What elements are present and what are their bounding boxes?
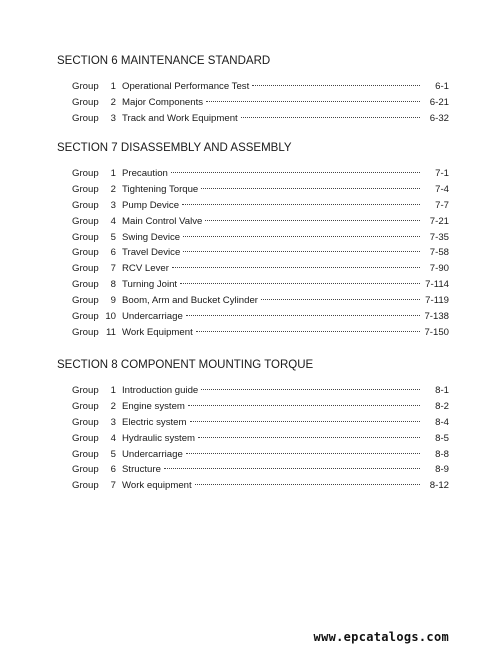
toc-row[interactable] (57, 293, 449, 309)
group-label: Group (72, 448, 99, 460)
group-label: Group (72, 279, 99, 291)
toc-row[interactable] (57, 261, 449, 277)
group-label: Group (72, 311, 99, 323)
page-number: 7-150 (424, 326, 449, 338)
toc-title: Travel Device (122, 247, 181, 259)
dot-leader (164, 468, 420, 469)
page-number: 6-21 (429, 96, 449, 108)
group-number: 6 (110, 247, 116, 259)
group-label: Group (72, 432, 99, 444)
toc-row[interactable] (57, 325, 449, 341)
page-number: 8-5 (435, 432, 449, 444)
page-number: 8-12 (429, 480, 449, 492)
page-number: 7-7 (435, 199, 449, 211)
toc-title: RCV Lever (122, 263, 169, 275)
group-number: 6 (110, 464, 116, 476)
group-number: 3 (110, 416, 116, 428)
toc-row[interactable] (57, 462, 449, 478)
page-number: 7-119 (425, 295, 449, 307)
section-7 (57, 140, 449, 341)
toc-row[interactable] (57, 182, 449, 198)
group-number: 4 (110, 432, 116, 444)
group-number: 2 (110, 96, 116, 108)
toc-title: Operational Performance Test (122, 81, 250, 92)
toc-row[interactable] (57, 166, 449, 182)
group-label: Group (72, 295, 99, 307)
toc-row[interactable] (57, 95, 449, 111)
dot-leader (206, 101, 420, 102)
toc-list (57, 166, 449, 341)
dot-leader (205, 220, 420, 221)
toc-row[interactable] (57, 447, 449, 463)
page-number: 7-58 (429, 247, 449, 259)
group-label: Group (72, 464, 99, 476)
dot-leader (180, 283, 420, 284)
page-number: 7-35 (429, 231, 449, 243)
group-number: 1 (110, 81, 116, 92)
group-number: 7 (110, 480, 116, 492)
toc-title: Introduction guide (122, 385, 199, 396)
group-number: 8 (110, 279, 116, 291)
toc-row[interactable] (57, 198, 449, 214)
page-number: 8-8 (435, 448, 449, 460)
page-number: 7-114 (425, 279, 449, 291)
toc-list (57, 79, 449, 127)
toc-row[interactable] (57, 383, 449, 399)
toc-row[interactable] (57, 111, 449, 127)
page-number: 7-21 (429, 215, 449, 227)
group-label: Group (72, 480, 99, 492)
toc-row[interactable] (57, 79, 449, 95)
toc-title: Pump Device (122, 199, 180, 211)
dot-leader (186, 453, 420, 454)
toc-title: Major Components (122, 96, 204, 108)
toc-title: Main Control Valve (122, 215, 203, 227)
dot-leader (196, 331, 420, 332)
group-label: Group (72, 231, 99, 243)
group-number: 9 (110, 295, 116, 307)
dot-leader (241, 117, 420, 118)
group-label: Group (72, 326, 99, 338)
dot-leader (190, 421, 420, 422)
section-6 (57, 53, 449, 127)
toc-title: Work equipment (122, 480, 192, 492)
toc-title: Boom, Arm and Bucket Cylinder (122, 295, 258, 307)
toc-title: Undercarriage (122, 311, 183, 323)
page-number: 7-4 (435, 183, 449, 195)
page-number: 7-1 (435, 168, 449, 179)
group-label: Group (72, 96, 99, 108)
toc-title: Swing Device (122, 231, 181, 243)
dot-leader (183, 251, 420, 252)
page-number: 8-4 (435, 416, 449, 428)
dot-leader (171, 172, 420, 173)
toc-title: Tightening Torque (122, 183, 199, 195)
dot-leader (172, 267, 420, 268)
dot-leader (195, 484, 420, 485)
page-number: 8-9 (435, 464, 449, 476)
toc-title: Structure (122, 464, 161, 476)
group-number: 2 (110, 183, 116, 195)
group-number: 10 (105, 311, 116, 323)
dot-leader (188, 405, 420, 406)
group-label: Group (72, 168, 99, 179)
page-number: 6-1 (435, 81, 449, 92)
toc-title: Electric system (122, 416, 187, 428)
group-label: Group (72, 263, 99, 275)
group-label: Group (72, 112, 99, 124)
page-number: 6-32 (429, 112, 449, 124)
watermark-url: www.epcatalogs.com (313, 630, 449, 644)
group-label: Group (72, 183, 99, 195)
group-number: 4 (110, 215, 116, 227)
toc-row[interactable] (57, 245, 449, 261)
toc-row[interactable] (57, 415, 449, 431)
group-label: Group (72, 400, 99, 412)
toc-row[interactable] (57, 478, 449, 494)
page-number: 8-2 (435, 400, 449, 412)
group-number: 5 (110, 231, 116, 243)
group-label: Group (72, 215, 99, 227)
page-number: 7-138 (424, 311, 449, 323)
section-title: SECTION 8 COMPONENT MOUNTING TORQUE (57, 359, 314, 371)
group-label: Group (72, 199, 99, 211)
group-label: Group (72, 81, 99, 92)
toc-list (57, 383, 449, 494)
toc-row[interactable] (57, 399, 449, 415)
toc-title: Work Equipment (122, 326, 193, 338)
dot-leader (261, 299, 420, 300)
page-number: 7-90 (429, 263, 449, 275)
toc-row[interactable] (57, 214, 449, 230)
group-number: 3 (110, 112, 116, 124)
toc-row[interactable] (57, 230, 449, 246)
toc-title: Track and Work Equipment (122, 112, 238, 124)
toc-title: Engine system (122, 400, 185, 412)
toc-title: Hydraulic system (122, 432, 196, 444)
section-title: SECTION 6 MAINTENANCE STANDARD (57, 55, 271, 67)
toc-row[interactable] (57, 431, 449, 447)
dot-leader (183, 236, 420, 237)
toc-row[interactable] (57, 277, 449, 293)
toc-title: Undercarriage (122, 448, 183, 460)
group-number: 1 (110, 385, 116, 396)
group-number: 2 (110, 400, 116, 412)
dot-leader (201, 188, 420, 189)
dot-leader (198, 437, 420, 438)
group-label: Group (72, 385, 99, 396)
group-label: Group (72, 247, 99, 259)
section-8 (57, 357, 449, 494)
toc-title: Precaution (122, 168, 168, 179)
group-number: 7 (110, 263, 116, 275)
dot-leader (201, 389, 420, 390)
group-number: 11 (106, 326, 116, 338)
group-label: Group (72, 416, 99, 428)
dot-leader (186, 315, 420, 316)
dot-leader (252, 85, 420, 86)
group-number: 5 (110, 448, 116, 460)
page-number: 8-1 (435, 385, 449, 396)
group-number: 3 (110, 199, 116, 211)
dot-leader (182, 204, 420, 205)
toc-title: Turning Joint (122, 279, 178, 291)
section-title: SECTION 7 DISASSEMBLY AND ASSEMBLY (57, 142, 292, 154)
group-number: 1 (110, 168, 116, 179)
toc-row[interactable] (57, 309, 449, 325)
